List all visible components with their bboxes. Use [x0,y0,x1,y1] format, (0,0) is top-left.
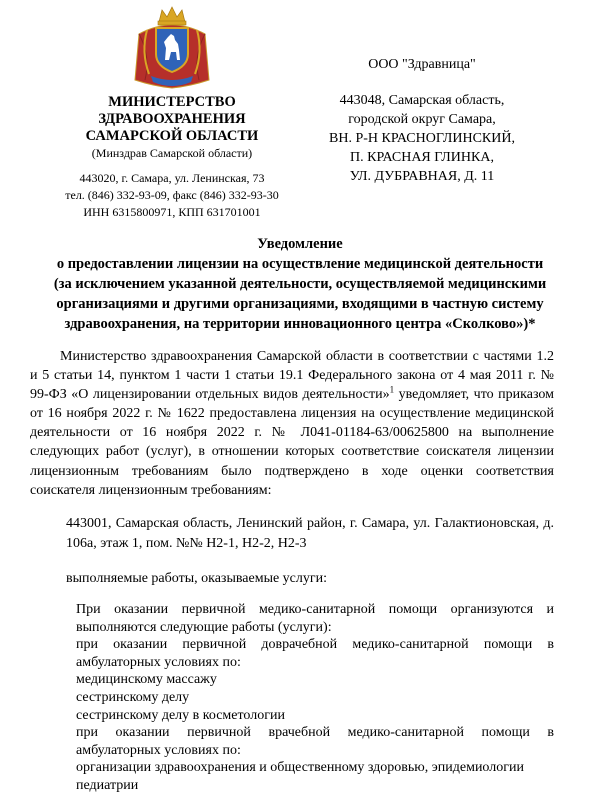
ministry-phones: тел. (846) 332-93-09, факс (846) 332-93-30 [65,188,279,202]
emblem-crown-band [158,21,186,25]
works-list-item: медицинскому массажу [76,672,217,688]
ministry-title-line: ЗДРАВООХРАНЕНИЯ [98,111,246,127]
activity-address: 443001, Самарская область, Ленинский район, г. Самара, ул. Галактионовская, д. 106а, этаж 1, пом. №№ Н2-1, Н2-2, Н2-3 [66,516,554,551]
works-label: выполняемые работы, оказываемые услуги: [66,571,328,586]
emblem-crown [159,7,185,22]
notice-subtitle-line: организациями и другими организациями, входящими в частную систему [56,296,544,312]
works-list [76,601,554,795]
ministry-address: 443020, г. Самара, ул. Ленинская, 73 [79,171,265,185]
works-list-item: При оказании первичной медико-санитарной помощи организуются и выполняются следующие работы (услуги): [76,602,554,635]
notice-subtitle-line: здравоохранения, на территории инновационного центра «Сколково»)* [64,316,536,332]
body-text-part2: уведомляет, что приказом от 16 ноября 2022 г. № 1622 предоставлена лицензия на осуществление медицинской деятельности от 16 ноября 2022 г. № Л041-01184-63/00625800 на выполнение следующих работ (услуг), в отношении которых соответствие соискателя лицензии лицензионным требованиям было подтверждено в ходе оценки соответствия соискателя лицензионным требованиям: [30,387,554,498]
ministry-abbreviation: (Минздрав Самарской области) [91,146,253,160]
notice-subtitle-line: (за исключением указанной деятельности, осуществляемой медицинскими [53,276,547,292]
notice-body [30,347,554,500]
footnote-mark: 1 [389,384,395,395]
ministry-title-line: САМАРСКОЙ ОБЛАСТИ [85,128,259,144]
coat-of-arms-emblem [131,4,213,90]
notice-title: Уведомление [257,236,343,252]
body-text-part1: Министерство здравоохранения Самарской области в соответствии с частями 1.2 и 5 статьи 14, пунктом 1 части 1 статьи 19.1 Федерального закона от 4 мая 2011 г. № 99-ФЗ «О лицензировании отдельных видов деятельности» [30,349,554,403]
works-list-item: сестринскому делу [76,689,190,705]
works-list-item: организации здравоохранения и общественному здоровью, эпидемиологии [76,760,524,776]
recipient-address-line: 443048, Самарская область, [339,93,505,108]
body-paragraph [30,347,554,500]
recipient-block [322,55,522,186]
recipient-address-line: ВН. Р-Н КРАСНОГЛИНСКИЙ, [329,131,515,146]
recipient-address-line: УЛ. ДУБРАВНАЯ, Д. 11 [349,169,495,184]
works-list-item: педиатрии [76,777,139,793]
recipient-address-line: П. КРАСНАЯ ГЛИНКА, [350,150,494,165]
works-list-item: при оказании первичной доврачебной медико-санитарной помощи в амбулаторных условиях по: [76,637,554,670]
works-list-item: при оказании первичной врачебной медико-санитарной помощи в амбулаторных условиях по: [76,725,554,758]
ministry-title-line: МИНИСТЕРСТВО [108,94,236,110]
recipient-name: ООО "Здравница" [368,57,476,72]
ministry-header [60,94,284,221]
notice-subtitle-line: о предоставлении лицензии на осуществление медицинской деятельности [56,256,544,272]
notice-title-block [30,234,570,334]
ministry-inn: ИНН 6315800971, КПП 631701001 [83,205,261,219]
works-list-item: сестринскому делу в косметологии [76,707,285,723]
recipient-address-line: городской округ Самара, [348,112,496,127]
ministry-contacts [60,170,284,221]
ministry-title [60,94,284,145]
